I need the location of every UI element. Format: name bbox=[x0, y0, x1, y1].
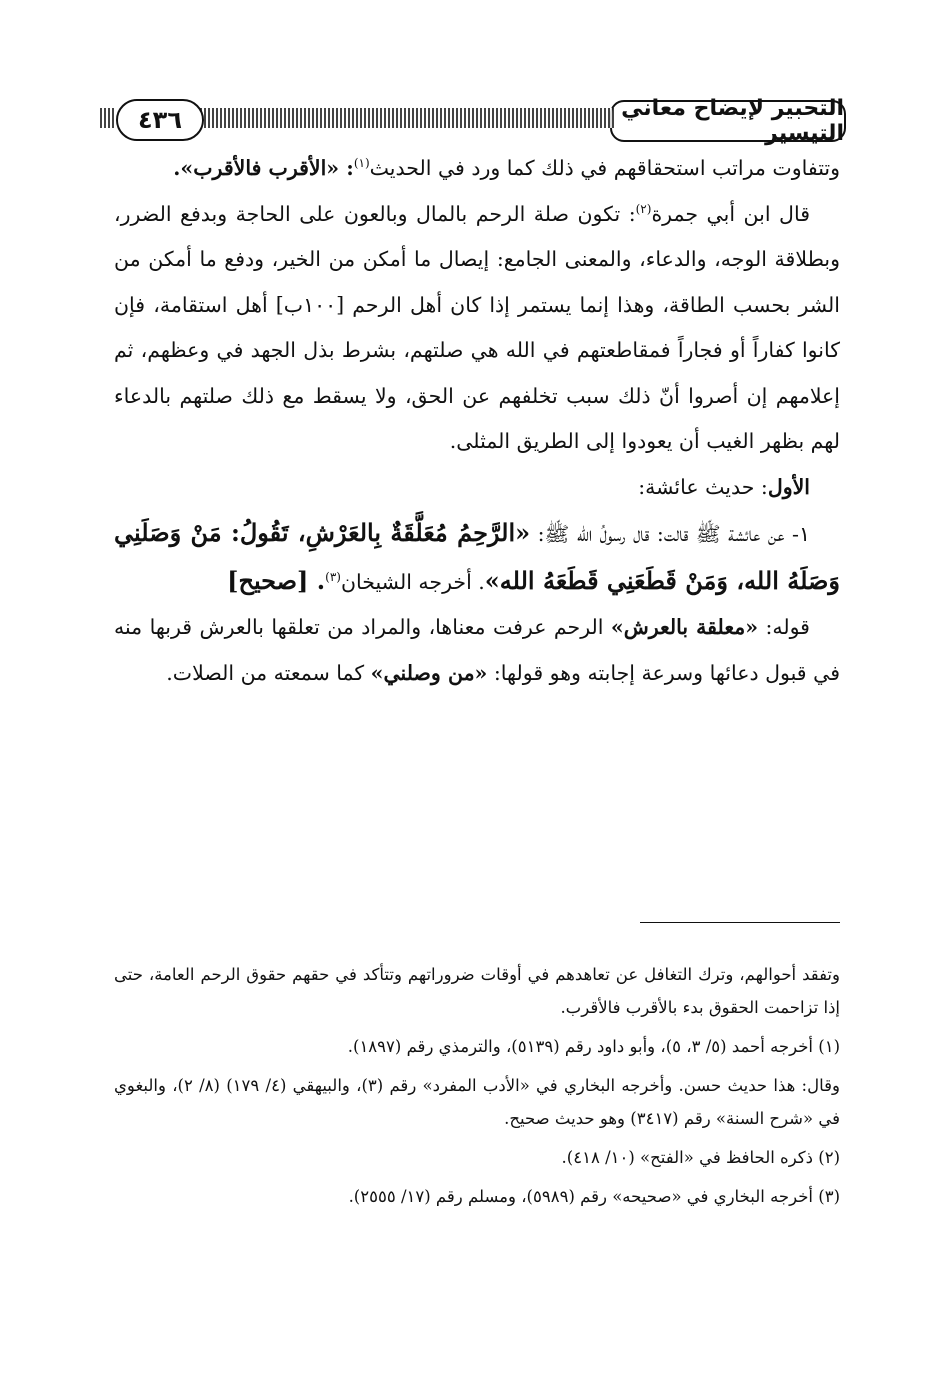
paragraph-2: قال ابن أبي جمرة$^{(٢)}$: تكون صلة الرحم بالمال وبالعون على الحاجة وبدفع الضرر، وبطلاقة الوجه، والدعاء، والمعنى الجامع: إيصال ما أمكن من الخير، ودفع ما أمكن من الشر بحسب الطاقة، وهذا إنما يستمر إذا كان أهل الرحم [١٠٠ب] أهل استقامة، فإن كانوا كفاراً أو فجاراً فمقاطعتهم في الله هي صلتهم، بشرط بذل الجهد في وعظهم، ثم إعلامهم إن أصروا أنّ ذلك سبب تخلفهم عن الحق، ولا يسقط مع ذلك صلتهم بالدعاء لهم بظهر الغيب أن يعودوا إلى الطريق المثلى. bbox=[114, 201, 841, 453]
footnote-ref-3[interactable]: (٣) bbox=[325, 569, 341, 584]
commentary-paragraph: قوله: «معلقة بالعرش» الرحم عرفت معناها، والمراد من تعلقها بالعرش قربها منه في قبول دعائها وسرعة إجابته وهو قولها: «من وصلني» كما سمعته من الصلات. bbox=[114, 615, 840, 685]
hadith-paragraph: ١- عن عائشة ﷺ قالت: قال رسولُ الله ﷺ: «الرَّحِمُ مُعَلَّقَةٌ بِالعَرْشِ، تَقُولُ: مَنْ وَصَلَنِي وَصَلَهُ الله، وَمَنْ قَطَعَنِي قَطَعَهُ الله». أخرجه الشيخان$^{(٣)}$. [صحيح] bbox=[114, 518, 840, 595]
section-heading: الأول: حديث عائشة: bbox=[638, 474, 810, 499]
footnote-2: (٢) ذكره الحافظ في «الفتح» (١٠/ ٤١٨). bbox=[561, 1148, 840, 1167]
hadith-grade: . [صحيح] bbox=[227, 565, 326, 595]
footnote-1: (١) أخرجه أحمد (٥/ ٣، ٥)، وأبو داود رقم (٥١٣٩)، والترمذي رقم (١٨٩٧). bbox=[347, 1037, 840, 1056]
page-header bbox=[100, 96, 846, 144]
book-title: التحبير لإيضاح معاني التيسير bbox=[610, 100, 846, 142]
footnote-separator bbox=[640, 922, 840, 923]
quote-aqrab: : «الأقرب فالأقرب». bbox=[173, 156, 354, 180]
footnote-ref-1[interactable]: (١) bbox=[353, 156, 370, 171]
header-ornament bbox=[200, 108, 614, 128]
header-ornament-left bbox=[100, 108, 116, 128]
footnotes bbox=[114, 958, 840, 1219]
hadith-text: «الرَّحِمُ مُعَلَّقَةٌ بِالعَرْشِ، تَقُولُ: مَنْ وَصَلَنِي وَصَلَهُ الله، وَمَنْ قَطَعَنِي قَطَعَهُ الله» bbox=[114, 518, 840, 595]
footnote-continuation: وتفقد أحوالهم، وترك التغافل عن تعاهدهم في أوقات ضروراتهم وتتأكد في حقهم حقوق الرحم العامة، حتى إذا تزاحمت الحقوق بدء بالأقرب فالأقرب. bbox=[114, 965, 840, 1017]
main-text bbox=[114, 146, 840, 696]
paragraph-1: وتتفاوت مراتب استحقاقهم في ذلك كما ورد في الحديث$^{(١)}$: «الأقرب فالأقرب». bbox=[173, 156, 840, 180]
footnote-1-continued: وقال: هذا حديث حسن. وأخرجه البخاري في «الأدب المفرد» رقم (٣)، والبيهقي (٤/ ١٧٩) (٨/ ٢)، والبغوي في «شرح السنة» رقم (٣٤١٧) وهو حديث صحيح. bbox=[114, 1076, 840, 1128]
footnote-ref-2[interactable]: (٢) bbox=[635, 201, 652, 216]
footnote-3: (٣) أخرجه البخاري في «صحيحه» رقم (٥٩٨٩)، ومسلم رقم (١٧/ ٢٥٥٥). bbox=[348, 1187, 840, 1206]
page-number: ٤٣٦ bbox=[116, 99, 204, 141]
